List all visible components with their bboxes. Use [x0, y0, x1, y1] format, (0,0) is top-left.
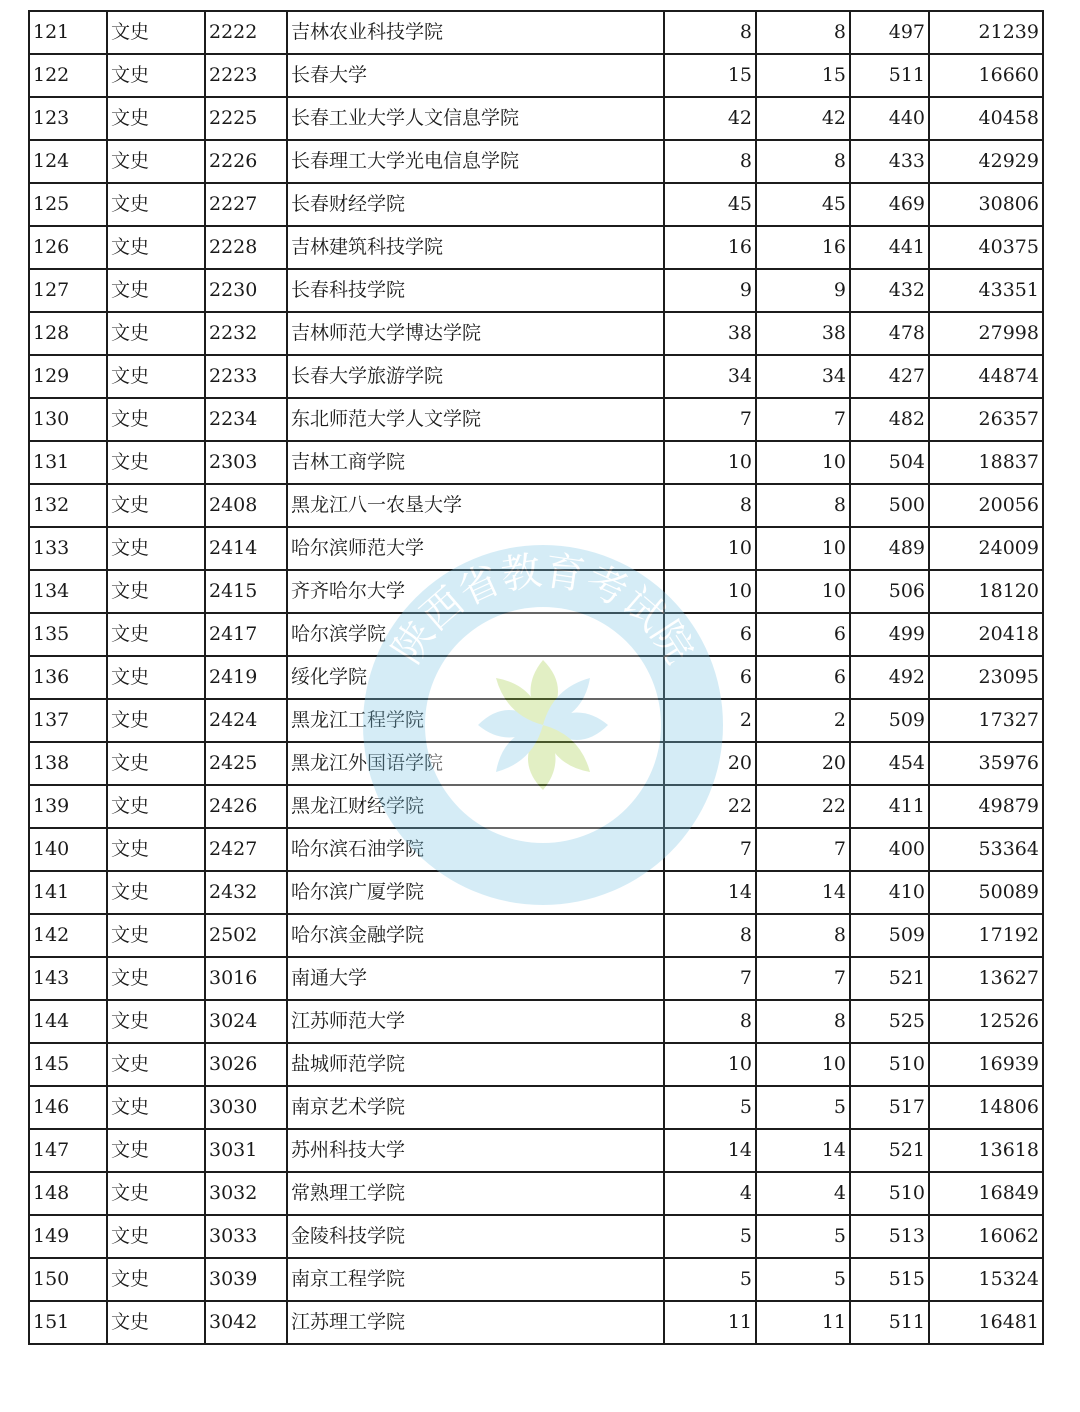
- category-cell: 文史: [107, 1043, 205, 1086]
- category-cell: 文史: [107, 355, 205, 398]
- min-score-cell: 506: [850, 570, 929, 613]
- admitted-count-cell: 10: [756, 441, 850, 484]
- min-score-cell: 509: [850, 914, 929, 957]
- min-score-cell: 510: [850, 1043, 929, 1086]
- admitted-count-cell: 10: [756, 570, 850, 613]
- code-cell: 2432: [205, 871, 287, 914]
- rank-cell: 26357: [929, 398, 1043, 441]
- table-row: [29, 914, 1043, 957]
- admitted-count-cell: 10: [756, 527, 850, 570]
- seq-cell: 122: [29, 54, 107, 97]
- school-name-cell: 哈尔滨金融学院: [287, 914, 664, 957]
- admitted-count-cell: 7: [756, 957, 850, 1000]
- rank-cell: 15324: [929, 1258, 1043, 1301]
- table-row: [29, 613, 1043, 656]
- min-score-cell: 497: [850, 11, 929, 54]
- school-name-cell: 齐齐哈尔大学: [287, 570, 664, 613]
- seq-cell: 124: [29, 140, 107, 183]
- rank-cell: 16849: [929, 1172, 1043, 1215]
- school-name-cell: 黑龙江财经学院: [287, 785, 664, 828]
- code-cell: 2233: [205, 355, 287, 398]
- plan-count-cell: 10: [664, 570, 756, 613]
- code-cell: 3016: [205, 957, 287, 1000]
- school-name-cell: 江苏理工学院: [287, 1301, 664, 1344]
- plan-count-cell: 5: [664, 1215, 756, 1258]
- admitted-count-cell: 6: [756, 656, 850, 699]
- school-name-cell: 江苏师范大学: [287, 1000, 664, 1043]
- category-cell: 文史: [107, 613, 205, 656]
- rank-cell: 53364: [929, 828, 1043, 871]
- plan-count-cell: 8: [664, 914, 756, 957]
- code-cell: 2426: [205, 785, 287, 828]
- seq-cell: 132: [29, 484, 107, 527]
- table-row: [29, 656, 1043, 699]
- min-score-cell: 427: [850, 355, 929, 398]
- table-row: [29, 785, 1043, 828]
- table-row: [29, 742, 1043, 785]
- seq-cell: 125: [29, 183, 107, 226]
- plan-count-cell: 5: [664, 1258, 756, 1301]
- code-cell: 2226: [205, 140, 287, 183]
- min-score-cell: 515: [850, 1258, 929, 1301]
- table-row: [29, 484, 1043, 527]
- rank-cell: 16660: [929, 54, 1043, 97]
- code-cell: 2225: [205, 97, 287, 140]
- seq-cell: 143: [29, 957, 107, 1000]
- category-cell: 文史: [107, 1000, 205, 1043]
- school-name-cell: 东北师范大学人文学院: [287, 398, 664, 441]
- category-cell: 文史: [107, 140, 205, 183]
- min-score-cell: 510: [850, 1172, 929, 1215]
- rank-cell: 20418: [929, 613, 1043, 656]
- table-row: [29, 1301, 1043, 1344]
- rank-cell: 17192: [929, 914, 1043, 957]
- admitted-count-cell: 38: [756, 312, 850, 355]
- plan-count-cell: 8: [664, 484, 756, 527]
- rank-cell: 43351: [929, 269, 1043, 312]
- code-cell: 2417: [205, 613, 287, 656]
- category-cell: 文史: [107, 1172, 205, 1215]
- seq-cell: 145: [29, 1043, 107, 1086]
- rank-cell: 18120: [929, 570, 1043, 613]
- school-name-cell: 长春大学旅游学院: [287, 355, 664, 398]
- code-cell: 3030: [205, 1086, 287, 1129]
- min-score-cell: 489: [850, 527, 929, 570]
- plan-count-cell: 2: [664, 699, 756, 742]
- plan-count-cell: 7: [664, 828, 756, 871]
- seq-cell: 138: [29, 742, 107, 785]
- admitted-count-cell: 6: [756, 613, 850, 656]
- table-row: [29, 957, 1043, 1000]
- school-name-cell: 黑龙江八一农垦大学: [287, 484, 664, 527]
- rank-cell: 17327: [929, 699, 1043, 742]
- category-cell: 文史: [107, 226, 205, 269]
- watermark-acronym: SNEEA: [477, 793, 609, 844]
- seq-cell: 127: [29, 269, 107, 312]
- code-cell: 3024: [205, 1000, 287, 1043]
- plan-count-cell: 7: [664, 957, 756, 1000]
- school-name-cell: 哈尔滨学院: [287, 613, 664, 656]
- category-cell: 文史: [107, 398, 205, 441]
- table-row: [29, 871, 1043, 914]
- plan-count-cell: 6: [664, 656, 756, 699]
- min-score-cell: 521: [850, 957, 929, 1000]
- table-row: [29, 1215, 1043, 1258]
- seq-cell: 131: [29, 441, 107, 484]
- seq-cell: 149: [29, 1215, 107, 1258]
- table-row: [29, 527, 1043, 570]
- school-name-cell: 黑龙江工程学院: [287, 699, 664, 742]
- code-cell: 2222: [205, 11, 287, 54]
- plan-count-cell: 34: [664, 355, 756, 398]
- admitted-count-cell: 8: [756, 11, 850, 54]
- table-row: [29, 312, 1043, 355]
- school-name-cell: 南通大学: [287, 957, 664, 1000]
- code-cell: 3033: [205, 1215, 287, 1258]
- plan-count-cell: 10: [664, 527, 756, 570]
- table-row: [29, 699, 1043, 742]
- rank-cell: 13618: [929, 1129, 1043, 1172]
- seq-cell: 130: [29, 398, 107, 441]
- category-cell: 文史: [107, 699, 205, 742]
- rank-cell: 18837: [929, 441, 1043, 484]
- rank-cell: 13627: [929, 957, 1043, 1000]
- category-cell: 文史: [107, 1086, 205, 1129]
- admitted-count-cell: 5: [756, 1215, 850, 1258]
- code-cell: 2223: [205, 54, 287, 97]
- min-score-cell: 517: [850, 1086, 929, 1129]
- admitted-count-cell: 15: [756, 54, 850, 97]
- seq-cell: 126: [29, 226, 107, 269]
- code-cell: 2414: [205, 527, 287, 570]
- table-row: [29, 1129, 1043, 1172]
- category-cell: 文史: [107, 1301, 205, 1344]
- category-cell: 文史: [107, 97, 205, 140]
- min-score-cell: 440: [850, 97, 929, 140]
- min-score-cell: 410: [850, 871, 929, 914]
- seq-cell: 148: [29, 1172, 107, 1215]
- plan-count-cell: 9: [664, 269, 756, 312]
- table-row: [29, 183, 1043, 226]
- school-name-cell: 哈尔滨师范大学: [287, 527, 664, 570]
- school-name-cell: 金陵科技学院: [287, 1215, 664, 1258]
- table-row: [29, 11, 1043, 54]
- table-row: [29, 355, 1043, 398]
- category-cell: 文史: [107, 742, 205, 785]
- rank-cell: 21239: [929, 11, 1043, 54]
- rank-cell: 40375: [929, 226, 1043, 269]
- school-name-cell: 南京工程学院: [287, 1258, 664, 1301]
- min-score-cell: 432: [850, 269, 929, 312]
- table-row: [29, 226, 1043, 269]
- min-score-cell: 513: [850, 1215, 929, 1258]
- min-score-cell: 511: [850, 54, 929, 97]
- plan-count-cell: 8: [664, 140, 756, 183]
- admitted-count-cell: 20: [756, 742, 850, 785]
- seq-cell: 123: [29, 97, 107, 140]
- school-name-cell: 吉林工商学院: [287, 441, 664, 484]
- min-score-cell: 441: [850, 226, 929, 269]
- school-name-cell: 长春科技学院: [287, 269, 664, 312]
- plan-count-cell: 42: [664, 97, 756, 140]
- admitted-count-cell: 10: [756, 1043, 850, 1086]
- admitted-count-cell: 8: [756, 484, 850, 527]
- school-name-cell: 长春大学: [287, 54, 664, 97]
- code-cell: 3042: [205, 1301, 287, 1344]
- rank-cell: 35976: [929, 742, 1043, 785]
- watermark-title: 陕西省教育考试院: [384, 547, 702, 672]
- rank-cell: 24009: [929, 527, 1043, 570]
- school-name-cell: 哈尔滨广厦学院: [287, 871, 664, 914]
- plan-count-cell: 38: [664, 312, 756, 355]
- seq-cell: 142: [29, 914, 107, 957]
- category-cell: 文史: [107, 11, 205, 54]
- admitted-count-cell: 11: [756, 1301, 850, 1344]
- min-score-cell: 499: [850, 613, 929, 656]
- min-score-cell: 525: [850, 1000, 929, 1043]
- code-cell: 2502: [205, 914, 287, 957]
- school-name-cell: 常熟理工学院: [287, 1172, 664, 1215]
- table-row: [29, 398, 1043, 441]
- code-cell: 3031: [205, 1129, 287, 1172]
- plan-count-cell: 10: [664, 1043, 756, 1086]
- plan-count-cell: 16: [664, 226, 756, 269]
- category-cell: 文史: [107, 312, 205, 355]
- school-name-cell: 吉林师范大学博达学院: [287, 312, 664, 355]
- category-cell: 文史: [107, 1215, 205, 1258]
- category-cell: 文史: [107, 957, 205, 1000]
- plan-count-cell: 8: [664, 11, 756, 54]
- code-cell: 2234: [205, 398, 287, 441]
- min-score-cell: 454: [850, 742, 929, 785]
- category-cell: 文史: [107, 871, 205, 914]
- min-score-cell: 433: [850, 140, 929, 183]
- seq-cell: 137: [29, 699, 107, 742]
- table-row: [29, 140, 1043, 183]
- admitted-count-cell: 4: [756, 1172, 850, 1215]
- category-cell: 文史: [107, 570, 205, 613]
- seq-cell: 151: [29, 1301, 107, 1344]
- admitted-count-cell: 45: [756, 183, 850, 226]
- school-name-cell: 南京艺术学院: [287, 1086, 664, 1129]
- seq-cell: 135: [29, 613, 107, 656]
- school-name-cell: 绥化学院: [287, 656, 664, 699]
- rank-cell: 20056: [929, 484, 1043, 527]
- category-cell: 文史: [107, 785, 205, 828]
- min-score-cell: 482: [850, 398, 929, 441]
- seq-cell: 134: [29, 570, 107, 613]
- code-cell: 2425: [205, 742, 287, 785]
- seq-cell: 140: [29, 828, 107, 871]
- plan-count-cell: 7: [664, 398, 756, 441]
- code-cell: 2415: [205, 570, 287, 613]
- table-row: [29, 269, 1043, 312]
- table-row: [29, 1258, 1043, 1301]
- rank-cell: 16062: [929, 1215, 1043, 1258]
- min-score-cell: 478: [850, 312, 929, 355]
- admitted-count-cell: 7: [756, 398, 850, 441]
- code-cell: 2227: [205, 183, 287, 226]
- plan-count-cell: 20: [664, 742, 756, 785]
- seq-cell: 128: [29, 312, 107, 355]
- category-cell: 文史: [107, 183, 205, 226]
- rank-cell: 16481: [929, 1301, 1043, 1344]
- min-score-cell: 504: [850, 441, 929, 484]
- school-name-cell: 长春财经学院: [287, 183, 664, 226]
- rank-cell: 27998: [929, 312, 1043, 355]
- admitted-count-cell: 14: [756, 871, 850, 914]
- category-cell: 文史: [107, 1258, 205, 1301]
- min-score-cell: 511: [850, 1301, 929, 1344]
- seq-cell: 139: [29, 785, 107, 828]
- code-cell: 2419: [205, 656, 287, 699]
- plan-count-cell: 14: [664, 1129, 756, 1172]
- min-score-cell: 509: [850, 699, 929, 742]
- table-row: [29, 1086, 1043, 1129]
- code-cell: 2232: [205, 312, 287, 355]
- plan-count-cell: 8: [664, 1000, 756, 1043]
- plan-count-cell: 4: [664, 1172, 756, 1215]
- min-score-cell: 469: [850, 183, 929, 226]
- table-row: [29, 1172, 1043, 1215]
- category-cell: 文史: [107, 441, 205, 484]
- table-row: [29, 97, 1043, 140]
- admitted-count-cell: 8: [756, 914, 850, 957]
- category-cell: 文史: [107, 484, 205, 527]
- admitted-count-cell: 14: [756, 1129, 850, 1172]
- rank-cell: 23095: [929, 656, 1043, 699]
- category-cell: 文史: [107, 914, 205, 957]
- rank-cell: 42929: [929, 140, 1043, 183]
- plan-count-cell: 5: [664, 1086, 756, 1129]
- code-cell: 3026: [205, 1043, 287, 1086]
- admitted-count-cell: 8: [756, 1000, 850, 1043]
- seq-cell: 141: [29, 871, 107, 914]
- seq-cell: 147: [29, 1129, 107, 1172]
- table-body: [29, 11, 1043, 1344]
- code-cell: 2408: [205, 484, 287, 527]
- admitted-count-cell: 16: [756, 226, 850, 269]
- plan-count-cell: 6: [664, 613, 756, 656]
- admitted-count-cell: 2: [756, 699, 850, 742]
- school-name-cell: 长春工业大学人文信息学院: [287, 97, 664, 140]
- table-row: [29, 828, 1043, 871]
- rank-cell: 30806: [929, 183, 1043, 226]
- seq-cell: 150: [29, 1258, 107, 1301]
- admitted-count-cell: 22: [756, 785, 850, 828]
- admitted-count-cell: 42: [756, 97, 850, 140]
- table-row: [29, 570, 1043, 613]
- table-row: [29, 54, 1043, 97]
- rank-cell: 44874: [929, 355, 1043, 398]
- category-cell: 文史: [107, 656, 205, 699]
- code-cell: 2228: [205, 226, 287, 269]
- school-name-cell: 哈尔滨石油学院: [287, 828, 664, 871]
- min-score-cell: 411: [850, 785, 929, 828]
- seq-cell: 121: [29, 11, 107, 54]
- plan-count-cell: 22: [664, 785, 756, 828]
- table-row: [29, 1043, 1043, 1086]
- rank-cell: 16939: [929, 1043, 1043, 1086]
- category-cell: 文史: [107, 1129, 205, 1172]
- school-name-cell: 黑龙江外国语学院: [287, 742, 664, 785]
- school-name-cell: 吉林农业科技学院: [287, 11, 664, 54]
- code-cell: 2427: [205, 828, 287, 871]
- seq-cell: 136: [29, 656, 107, 699]
- admission-table: [28, 10, 1044, 1345]
- category-cell: 文史: [107, 54, 205, 97]
- table-row: [29, 441, 1043, 484]
- category-cell: 文史: [107, 828, 205, 871]
- code-cell: 2230: [205, 269, 287, 312]
- seq-cell: 129: [29, 355, 107, 398]
- school-name-cell: 吉林建筑科技学院: [287, 226, 664, 269]
- admitted-count-cell: 5: [756, 1086, 850, 1129]
- seq-cell: 146: [29, 1086, 107, 1129]
- admitted-count-cell: 9: [756, 269, 850, 312]
- category-cell: 文史: [107, 269, 205, 312]
- rank-cell: 14806: [929, 1086, 1043, 1129]
- min-score-cell: 500: [850, 484, 929, 527]
- code-cell: 3039: [205, 1258, 287, 1301]
- code-cell: 2424: [205, 699, 287, 742]
- min-score-cell: 521: [850, 1129, 929, 1172]
- code-cell: 3032: [205, 1172, 287, 1215]
- admission-table-sheet: [28, 10, 1042, 1345]
- seq-cell: 133: [29, 527, 107, 570]
- plan-count-cell: 11: [664, 1301, 756, 1344]
- school-name-cell: 长春理工大学光电信息学院: [287, 140, 664, 183]
- min-score-cell: 492: [850, 656, 929, 699]
- min-score-cell: 400: [850, 828, 929, 871]
- rank-cell: 49879: [929, 785, 1043, 828]
- table-row: [29, 1000, 1043, 1043]
- plan-count-cell: 15: [664, 54, 756, 97]
- plan-count-cell: 45: [664, 183, 756, 226]
- rank-cell: 12526: [929, 1000, 1043, 1043]
- category-cell: 文史: [107, 527, 205, 570]
- code-cell: 2303: [205, 441, 287, 484]
- plan-count-cell: 10: [664, 441, 756, 484]
- seq-cell: 144: [29, 1000, 107, 1043]
- rank-cell: 50089: [929, 871, 1043, 914]
- admitted-count-cell: 8: [756, 140, 850, 183]
- rank-cell: 40458: [929, 97, 1043, 140]
- school-name-cell: 盐城师范学院: [287, 1043, 664, 1086]
- plan-count-cell: 14: [664, 871, 756, 914]
- admitted-count-cell: 7: [756, 828, 850, 871]
- admitted-count-cell: 34: [756, 355, 850, 398]
- school-name-cell: 苏州科技大学: [287, 1129, 664, 1172]
- admitted-count-cell: 5: [756, 1258, 850, 1301]
